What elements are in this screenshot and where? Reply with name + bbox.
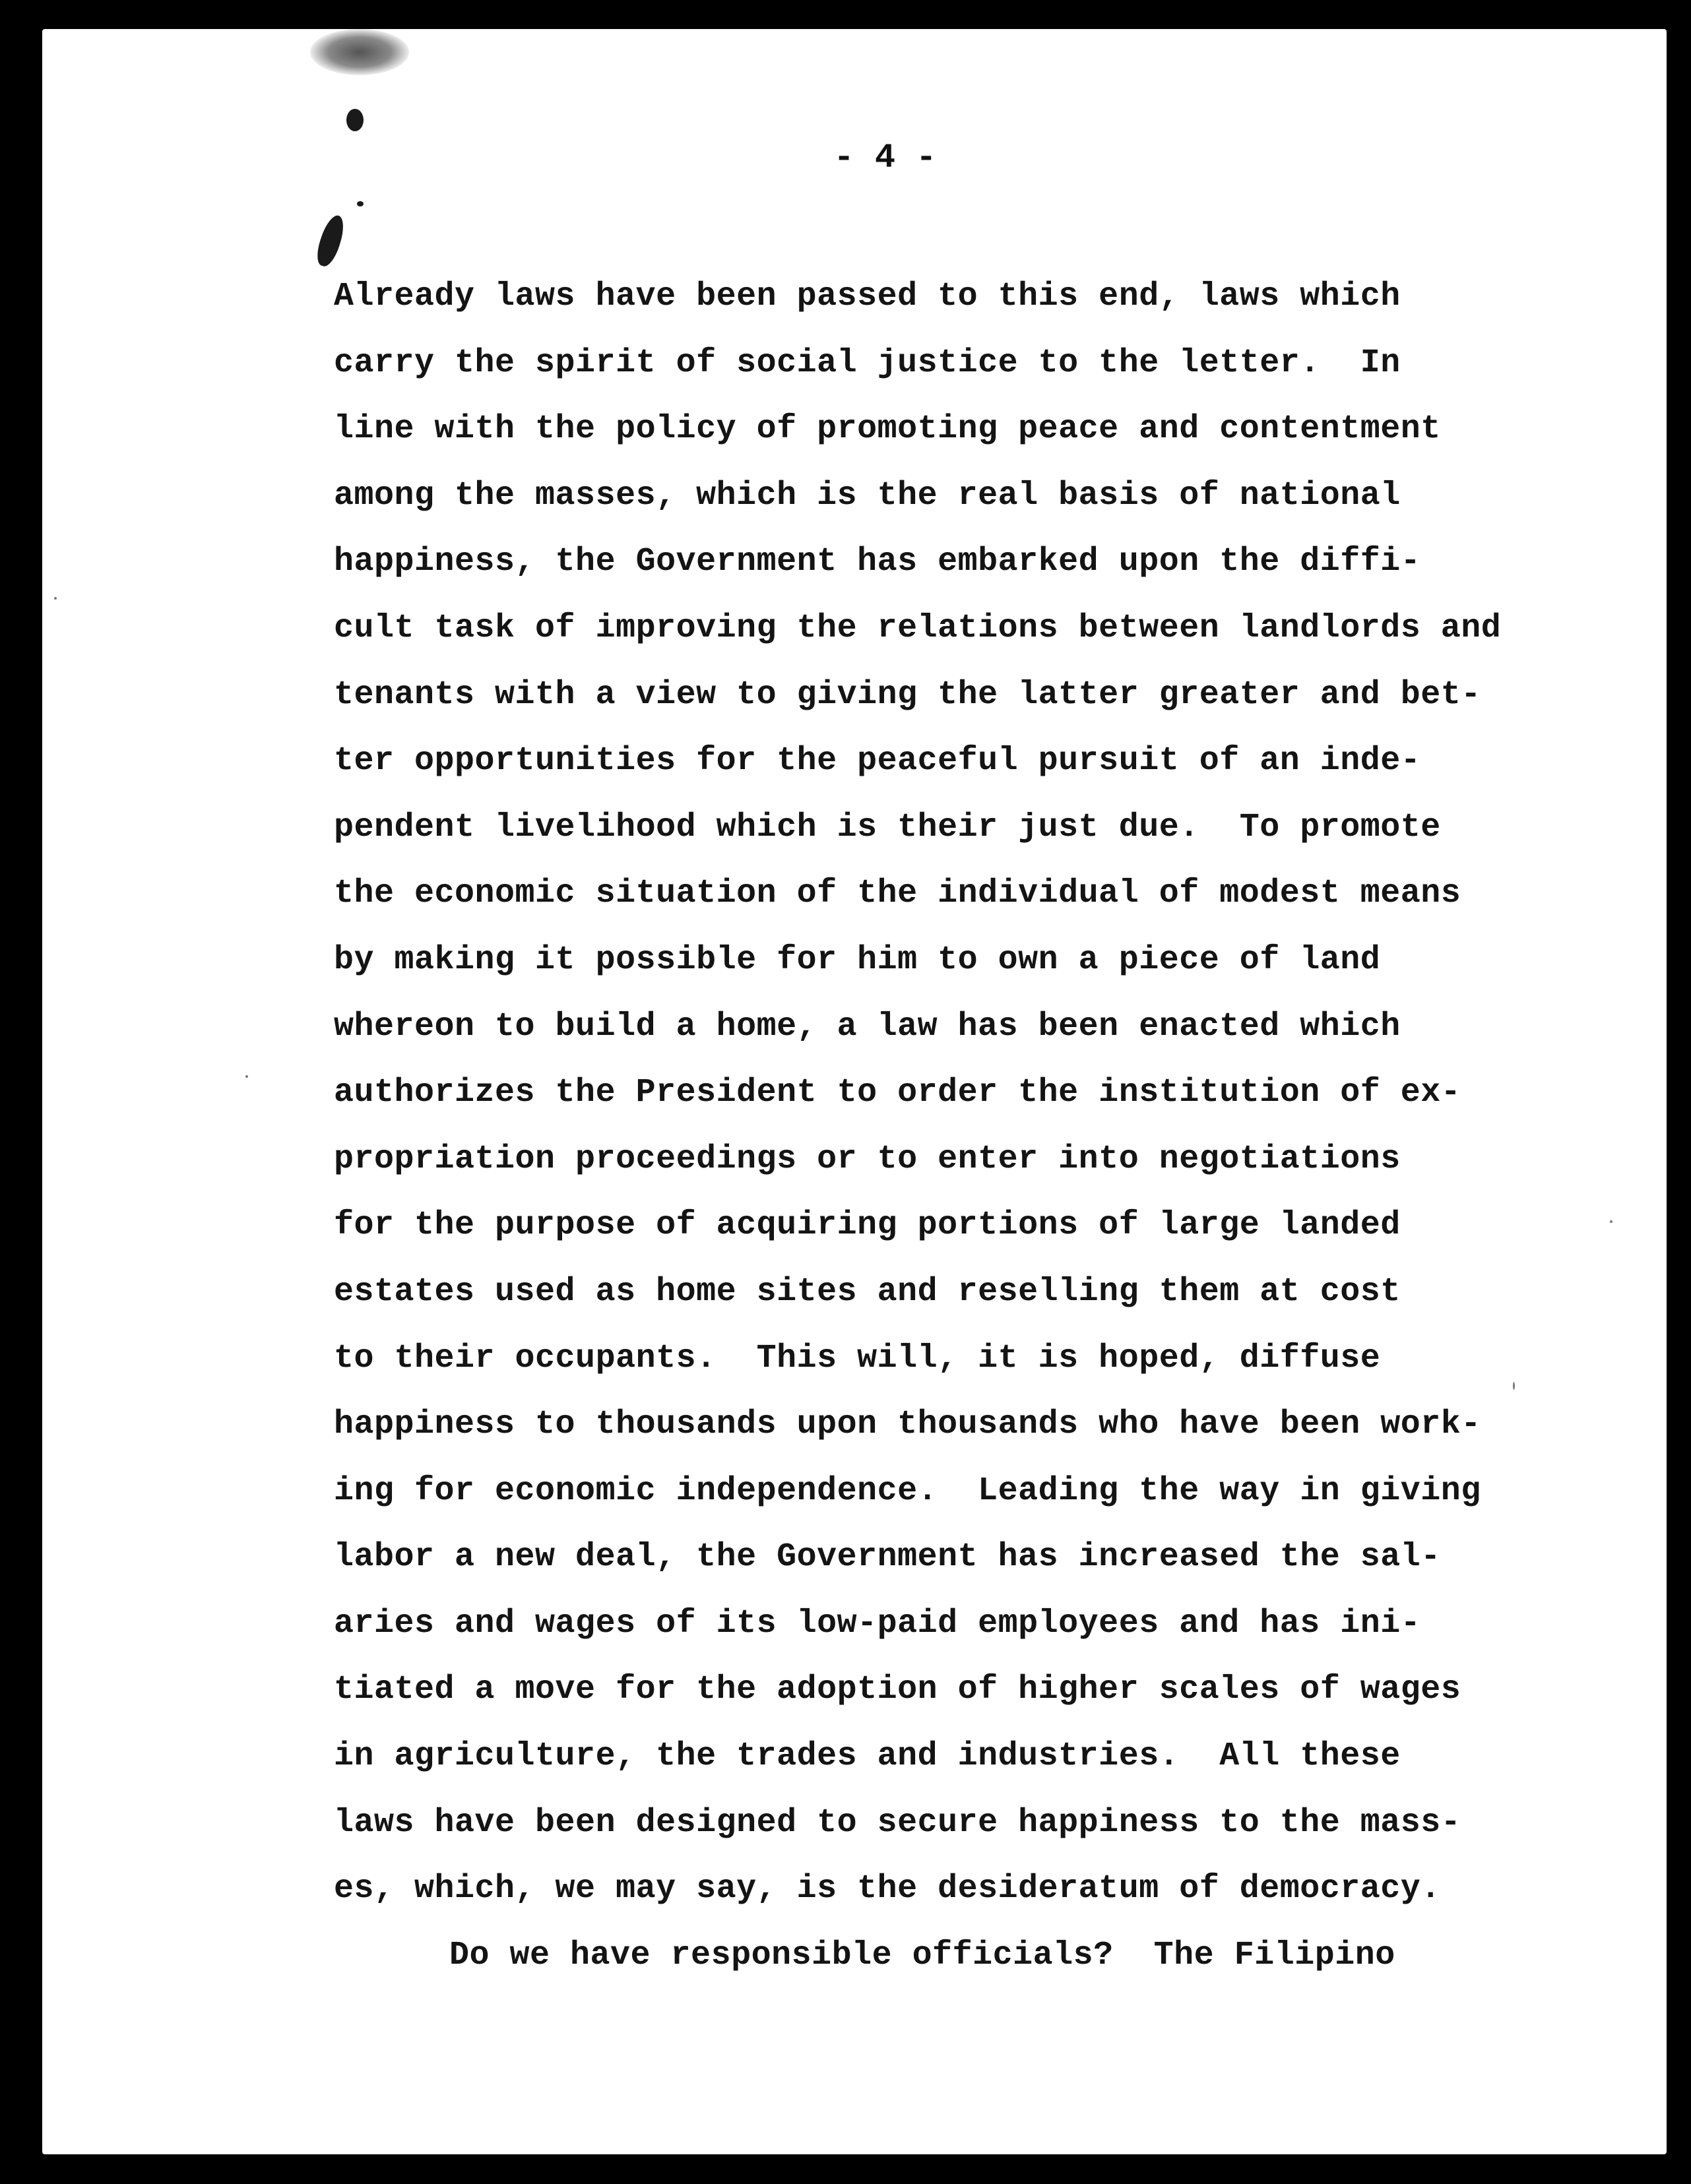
paper-speck: [1610, 1220, 1612, 1223]
paper-speck: [54, 597, 57, 600]
text-line: es, which, we may say, is the desideratum of democracy.: [334, 1870, 1441, 1908]
text-line: for the purpose of acquiring portions of large landed: [334, 1206, 1401, 1245]
text-line: Already laws have been passed to this end, laws which: [334, 278, 1401, 315]
text-line: whereon to build a home, a law has been enacted which: [334, 1007, 1401, 1045]
text-line: in agriculture, the trades and industries. All these: [334, 1737, 1401, 1776]
text-line: propriation proceedings or to enter into negotiations: [334, 1140, 1401, 1178]
text-line: tenants with a view to giving the latter greater and bet-: [334, 675, 1481, 714]
text-line: to their occupants. This will, it is hoped, diffuse: [334, 1339, 1381, 1377]
text-line: line with the policy of promoting peace and contentment: [334, 410, 1441, 449]
text-line: labor a new deal, the Government has increased the sal-: [334, 1538, 1441, 1576]
text-line: by making it possible for him to own a piece of land: [334, 941, 1381, 979]
ink-dot: [346, 109, 364, 131]
text-line: cult task of improving the relations between landlords and: [334, 609, 1502, 647]
typed-text-body: [334, 277, 1587, 2002]
text-line: ing for economic independence. Leading the way in giving: [334, 1472, 1481, 1510]
text-line: happiness to thousands upon thousands who have been work-: [334, 1406, 1481, 1444]
text-line: among the masses, which is the real basis of national: [334, 476, 1401, 515]
text-line: aries and wages of its low-paid employees and has ini-: [334, 1604, 1421, 1642]
smudge-mark: [310, 29, 409, 75]
text-line: carry the spirit of social justice to the letter. In: [334, 344, 1401, 382]
text-line: happiness, the Government has embarked upon the diffi-: [334, 543, 1421, 581]
text-line: ter opportunities for the peaceful pursuit of an inde-: [334, 742, 1421, 780]
page-number: - 4 -: [833, 139, 937, 177]
text-line: authorizes the President to order the institution of ex-: [334, 1074, 1461, 1112]
text-line: the economic situation of the individual of modest means: [334, 875, 1461, 913]
text-line: tiated a move for the adoption of higher scales of wages: [334, 1671, 1461, 1709]
ink-speck: [357, 201, 364, 206]
text-line: laws have been designed to secure happiness to the mass-: [334, 1803, 1461, 1842]
text-line-indented: Do we have responsible officials? The Filipino: [449, 1936, 1395, 1974]
text-line: pendent livelihood which is their just due. To promote: [334, 808, 1441, 846]
text-line: estates used as home sites and reselling them at cost: [334, 1272, 1401, 1311]
paper-speck: [245, 1075, 248, 1078]
